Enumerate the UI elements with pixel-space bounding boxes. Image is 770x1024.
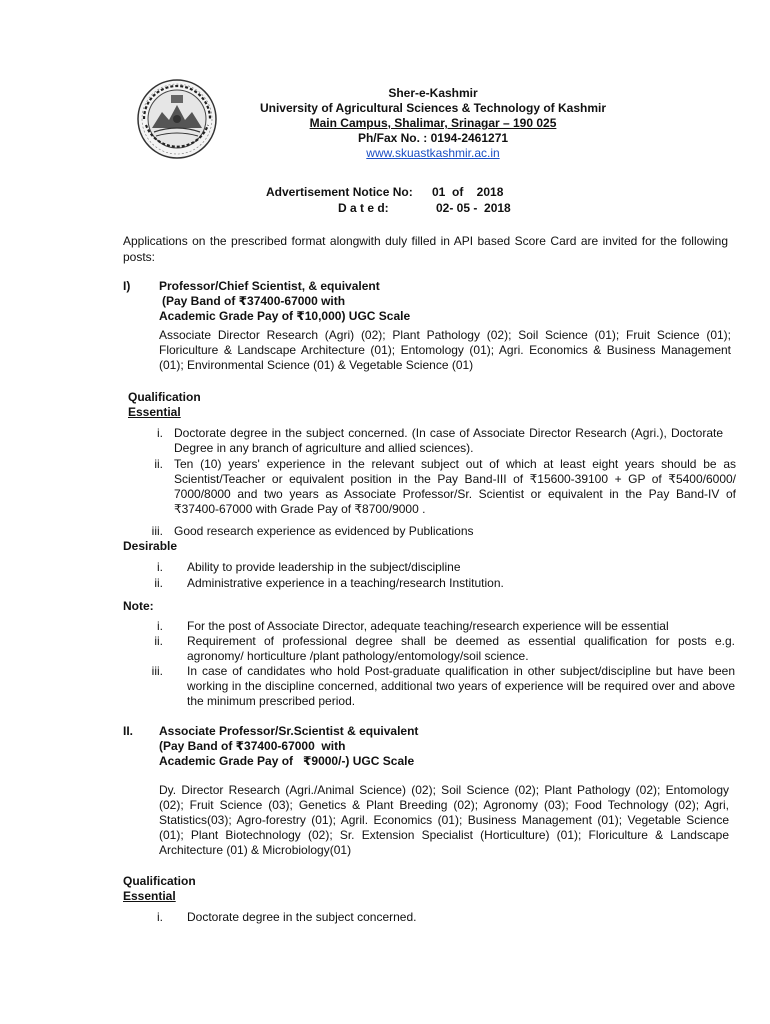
section-1-qualification-heading: Qualification (128, 390, 201, 404)
section-2-number: II. (123, 724, 134, 738)
section-1-desirable-heading: Desirable (123, 539, 178, 553)
list-item-text: Ten (10) years' experience in the relevant subject out of which at least eight years should be as Scientist/Teacher or equivalent position in the Pay Band-III of ₹15600-39100 + GP of ₹5400/6000/ 7000/8000 and two years as Associate Professor/Sr. Scientist or equivalent in the Pay Band-IV of ₹37400-67000 with Grade Pay of ₹8700/9000 . (174, 457, 736, 516)
list-item-number: iii. (151, 524, 163, 538)
section-1-posts: Associate Director Research (Agri) (02); Plant Pathology (02); Soil Science (01); Fruit Science (01); Floriculture & Landscape Architecture (01); Entomology (01); Agri. Economics & Business Management (01); Environmental Science (01) & Vegetable Science (01) (159, 328, 731, 372)
list-item-text: Doctorate degree in the subject concerned. (In case of Associate Director Research (Agri.), Doctorate Degree in any branch of agriculture and allied sciences). (174, 426, 723, 455)
section-1-pay-band: (Pay Band of ₹37400-67000 with (162, 294, 346, 308)
list-item-text: Requirement of professional degree shall be deemed as essential qualification for posts e.g. agronomy/ horticulture /plant pathology/entomology/soil science. (187, 634, 735, 663)
list-item-number: iii. (151, 664, 163, 678)
website-link[interactable]: www.skuastkashmir.ac.in (366, 146, 500, 160)
list-item-number: ii. (154, 457, 163, 471)
note-heading: Note: (123, 599, 154, 613)
university-seal-logo (136, 78, 218, 160)
notice-label: Advertisement Notice No: (266, 185, 413, 199)
list-item-text: For the post of Associate Director, adequate teaching/research experience will be essential (187, 619, 669, 633)
list-item-number: ii. (154, 634, 163, 648)
header-website-wrap (243, 146, 623, 160)
list-item-number: i. (157, 426, 163, 440)
list-item-text: Administrative experience in a teaching/research Institution. (187, 576, 504, 590)
list-item-text: In case of candidates who hold Post-graduate qualification in other subject/discipline but have been working in the discipline concerned, additional two years of experience will be required over and above the minimum prescribed period. (187, 664, 735, 708)
section-2-qualification-heading: Qualification (123, 874, 196, 888)
header-address: Main Campus, Shalimar, Srinagar – 190 025 (309, 116, 557, 130)
section-1-number: I) (123, 279, 131, 293)
list-item-number: i. (157, 619, 163, 633)
list-item-number: i. (157, 910, 163, 924)
header-line-1: Sher-e-Kashmir (388, 86, 478, 100)
list-item-number: i. (157, 560, 163, 574)
section-2-posts: Dy. Director Research (Agri./Animal Science) (02); Soil Science (02); Plant Pathology (02); Entomology (02); Fruit Science (03); Genetics & Plant Breeding (02); Agronomy (03); Food Technology (02); Agri, Statistics(03); Agro-forestry (01); Agril. Economics (01); Business Management (01); Vegetable Science (01); Plant Biotechnology (02); Sr. Extension Specialist (Horticulture) (01); Floriculture & Landscape Architecture (01) & Microbiology(01) (159, 783, 729, 857)
section-1-essential-heading: Essential (128, 405, 181, 419)
section-2-grade-pay: Academic Grade Pay of ₹9000/-) UGC Scale (159, 754, 415, 768)
header-university-name: University of Agricultural Sciences & Technology of Kashmir (259, 101, 607, 115)
section-2-title: Associate Professor/Sr.Scientist & equivalent (159, 724, 419, 738)
date-value: 02- 05 - 2018 (436, 201, 511, 215)
list-item-text: Ability to provide leadership in the subject/discipline (187, 560, 461, 574)
section-2-pay-band: (Pay Band of ₹37400-67000 with (159, 739, 346, 753)
section-2-essential-heading: Essential (123, 889, 176, 903)
section-1-title: Professor/Chief Scientist, & equivalent (159, 279, 380, 293)
list-item-text: Doctorate degree in the subject concerned. (187, 910, 417, 924)
list-item-text: Good research experience as evidenced by Publications (174, 524, 474, 538)
intro-paragraph: Applications on the prescribed format alongwith duly filled in API based Score Card are invited for the following posts: (123, 234, 728, 264)
section-1-grade-pay: Academic Grade Pay of ₹10,000) UGC Scale (159, 309, 411, 323)
list-item-number: ii. (154, 576, 163, 590)
header-phone-fax: Ph/Fax No. : 0194-2461271 (357, 131, 509, 145)
notice-number: 01 of 2018 (432, 185, 504, 199)
date-label: D a t e d: (338, 201, 389, 215)
